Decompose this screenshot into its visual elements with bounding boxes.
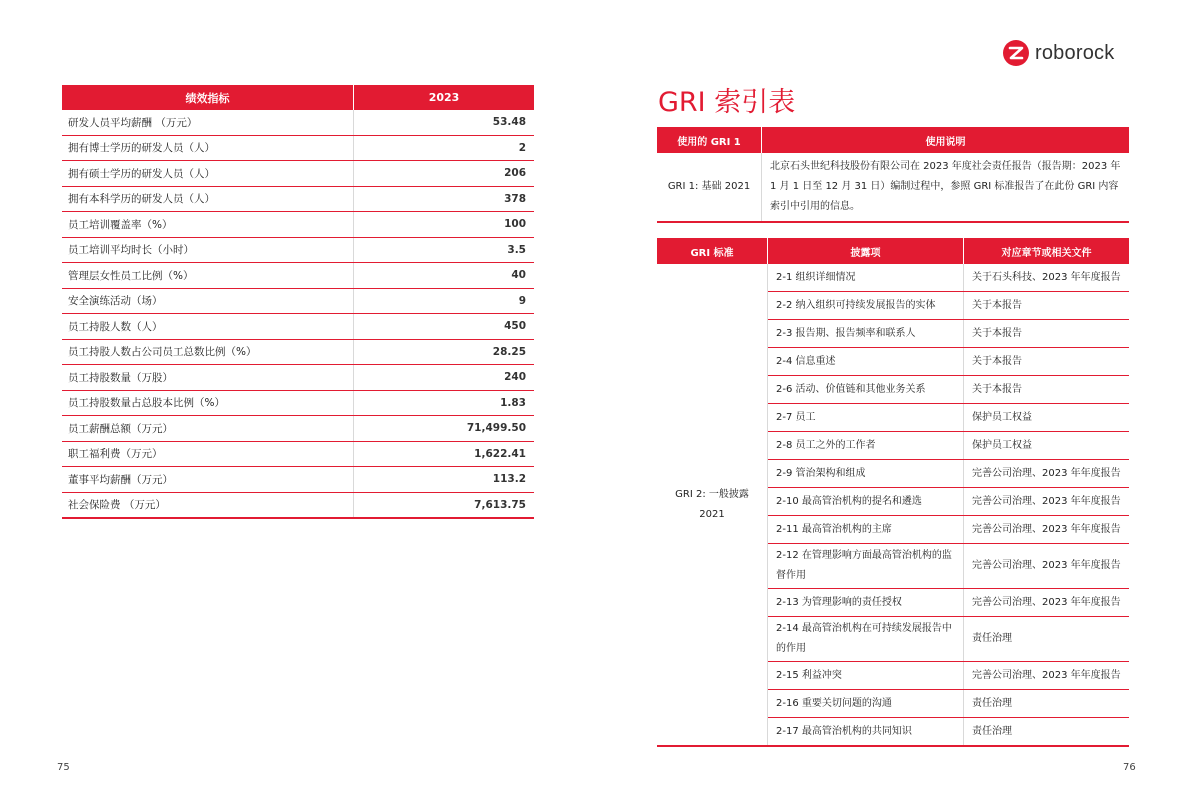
indicator-value: 378 — [354, 186, 535, 212]
indicator-name: 董事平均薪酬（万元） — [62, 467, 354, 493]
column-header: 披露项 — [768, 238, 964, 264]
disclosure-item: 2-10 最高管治机构的提名和遴选 — [768, 488, 964, 516]
disclosure-item: 2-7 员工 — [768, 404, 964, 432]
indicator-name: 员工培训覆盖率（%） — [62, 212, 354, 238]
disclosure-item: 2-15 利益冲突 — [768, 662, 964, 690]
table-row — [62, 161, 534, 187]
indicator-name: 管理层女性员工比例（%） — [62, 263, 354, 289]
related-section: 责任治理 — [964, 718, 1130, 747]
column-header: 对应章节或相关文件 — [964, 238, 1130, 264]
column-header: GRI 标准 — [657, 238, 768, 264]
page-title: GRI 索引表 — [658, 87, 796, 118]
disclosure-item: 2-1 组织详细情况 — [768, 264, 964, 292]
disclosure-item: 2-11 最高管治机构的主席 — [768, 516, 964, 544]
indicator-value: 450 — [354, 314, 535, 340]
related-section: 责任治理 — [964, 617, 1130, 662]
table-row — [62, 416, 534, 442]
indicator-value: 3.5 — [354, 237, 535, 263]
related-section: 完善公司治理、2023 年年度报告 — [964, 662, 1130, 690]
related-section: 保护员工权益 — [964, 404, 1130, 432]
indicator-name: 拥有本科学历的研发人员（人） — [62, 186, 354, 212]
table-header-row — [657, 238, 1129, 264]
performance-indicator-table — [62, 85, 534, 519]
related-section: 完善公司治理、2023 年年度报告 — [964, 488, 1130, 516]
table-row — [62, 339, 534, 365]
table-row — [62, 186, 534, 212]
related-section: 完善公司治理、2023 年年度报告 — [964, 460, 1130, 488]
table-row — [62, 263, 534, 289]
disclosure-item: 2-9 管治架构和组成 — [768, 460, 964, 488]
table-cell: GRI 1: 基础 2021 — [657, 153, 762, 222]
disclosure-item: 2-4 信息重述 — [768, 348, 964, 376]
table-cell: 北京石头世纪科技股份有限公司在 2023 年度社会责任报告（报告期：2023 年 1 月 1 日至 12 月 31 日）编制过程中，参照 GRI 标准报告了在此份 GRI 内容索引中引用的信息。 — [762, 153, 1130, 222]
related-section: 完善公司治理、2023 年年度报告 — [964, 589, 1130, 617]
table-row — [62, 237, 534, 263]
indicator-value: 206 — [354, 161, 535, 187]
indicator-value: 53.48 — [354, 110, 535, 135]
table-row — [62, 441, 534, 467]
indicator-name: 社会保险费 （万元） — [62, 492, 354, 518]
indicator-name: 拥有博士学历的研发人员（人） — [62, 135, 354, 161]
disclosure-item: 2-12 在管理影响方面最高管治机构的监督作用 — [768, 544, 964, 589]
column-header: 使用的 GRI 1 — [657, 127, 762, 153]
related-section: 关于本报告 — [964, 348, 1130, 376]
indicator-name: 拥有硕士学历的研发人员（人） — [62, 161, 354, 187]
indicator-value: 2 — [354, 135, 535, 161]
table-header-row — [657, 127, 1129, 153]
table-row — [62, 390, 534, 416]
indicator-name: 员工持股数量（万股） — [62, 365, 354, 391]
disclosure-item: 2-17 最高管治机构的共同知识 — [768, 718, 964, 747]
indicator-value: 1,622.41 — [354, 441, 535, 467]
disclosure-item: 2-6 活动、价值链和其他业务关系 — [768, 376, 964, 404]
indicator-name: 员工培训平均时长（小时） — [62, 237, 354, 263]
table-row — [62, 110, 534, 135]
gri-index-table — [657, 238, 1129, 747]
table-row — [62, 492, 534, 518]
related-section: 完善公司治理、2023 年年度报告 — [964, 516, 1130, 544]
page-number-right: 76 — [1123, 762, 1136, 773]
indicator-name: 员工持股数量占总股本比例（%） — [62, 390, 354, 416]
indicator-value: 240 — [354, 365, 535, 391]
indicator-value: 100 — [354, 212, 535, 238]
table-row — [62, 314, 534, 340]
indicator-name: 安全演练活动（场） — [62, 288, 354, 314]
related-section: 保护员工权益 — [964, 432, 1130, 460]
column-header: 2023 — [354, 85, 535, 110]
indicator-name: 员工薪酬总额（万元） — [62, 416, 354, 442]
disclosure-item: 2-14 最高管治机构在可持续发展报告中的作用 — [768, 617, 964, 662]
gri-usage-table — [657, 127, 1129, 223]
table-row — [657, 153, 1129, 222]
roborock-logo-icon — [1003, 40, 1029, 66]
disclosure-item: 2-8 员工之外的工作者 — [768, 432, 964, 460]
related-section: 关于本报告 — [964, 292, 1130, 320]
table-row — [62, 288, 534, 314]
indicator-value: 40 — [354, 263, 535, 289]
indicator-value: 1.83 — [354, 390, 535, 416]
disclosure-item: 2-16 重要关切问题的沟通 — [768, 690, 964, 718]
roborock-logo — [1003, 38, 1114, 68]
disclosure-item: 2-2 纳入组织可持续发展报告的实体 — [768, 292, 964, 320]
indicator-value: 113.2 — [354, 467, 535, 493]
disclosure-item: 2-13 为管理影响的责任授权 — [768, 589, 964, 617]
disclosure-item: 2-3 报告期、报告频率和联系人 — [768, 320, 964, 348]
logo-text: roborock — [1035, 41, 1115, 64]
related-section: 关于石头科技、2023 年年度报告 — [964, 264, 1130, 292]
indicator-value: 28.25 — [354, 339, 535, 365]
table-header-row — [62, 85, 534, 110]
page-number-left: 75 — [57, 762, 70, 773]
column-header: 使用说明 — [762, 127, 1130, 153]
column-header: 绩效指标 — [62, 85, 354, 110]
table-row — [62, 365, 534, 391]
indicator-value: 9 — [354, 288, 535, 314]
indicator-name: 员工持股人数（人） — [62, 314, 354, 340]
table-row — [62, 467, 534, 493]
related-section: 责任治理 — [964, 690, 1130, 718]
table-row — [62, 212, 534, 238]
table-row — [657, 264, 1129, 292]
related-section: 关于本报告 — [964, 320, 1130, 348]
indicator-value: 7,613.75 — [354, 492, 535, 518]
indicator-name: 员工持股人数占公司员工总数比例（%） — [62, 339, 354, 365]
gri-standard-cell: GRI 2: 一般披露 2021 — [657, 264, 768, 746]
related-section: 完善公司治理、2023 年年度报告 — [964, 544, 1130, 589]
indicator-name: 研发人员平均薪酬 （万元） — [62, 110, 354, 135]
table-row — [62, 135, 534, 161]
related-section: 关于本报告 — [964, 376, 1130, 404]
indicator-name: 职工福利费（万元） — [62, 441, 354, 467]
indicator-value: 71,499.50 — [354, 416, 535, 442]
